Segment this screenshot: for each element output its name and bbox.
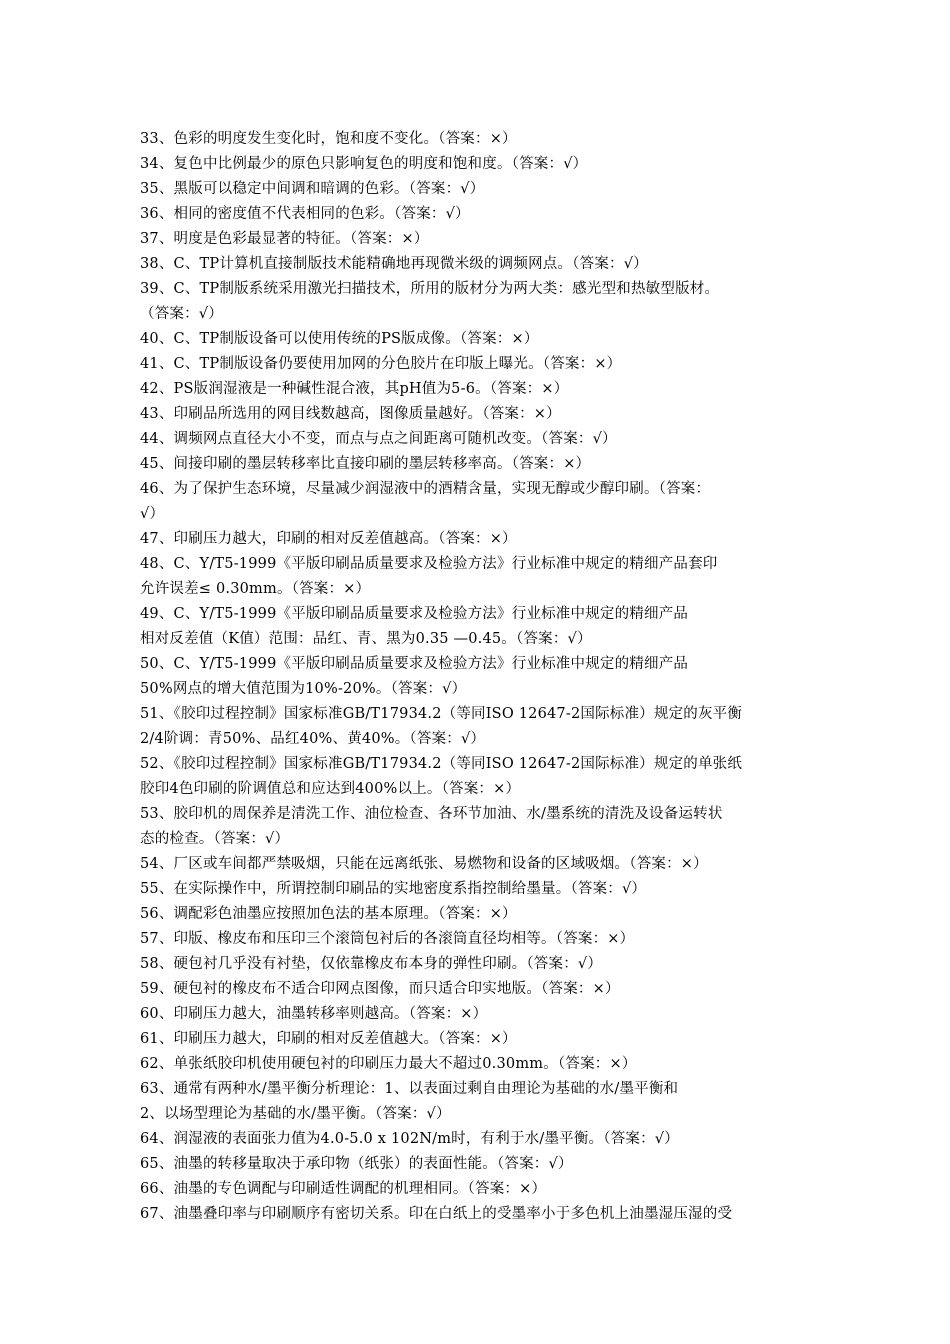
text-line: 46、为了保护生态环境，尽量减少润湿液中的酒精含量，实现无醇或少醇印刷。（答案： [140, 481, 711, 497]
text-line: 52、《胶印过程控制》国家标准GB/T17934.2（等同ISO 12647-2国际标准）规定的单张纸 [140, 756, 743, 772]
text-line: 42、PS版润湿液是一种碱性混合液，其pH值为5-6。（答案：×） [140, 381, 569, 397]
text-line: 允许误差≤ 0.30mm。（答案：×） [140, 581, 371, 597]
text-line: 相对反差值（K值）范围：品红、青、黑为0.35 —0.45。（答案：√） [140, 631, 592, 647]
question-list [140, 127, 820, 1227]
text-line: 58、硬包衬几乎没有衬垫，仅依靠橡皮布本身的弹性印刷。（答案：√） [140, 956, 603, 972]
text-line: 48、C、Y/T5-1999《平版印刷品质量要求及检验方法》行业标准中规定的精细产品套印 [140, 556, 718, 572]
text-line: 62、单张纸胶印机使用硬包衬的印刷压力最大不超过0.30mm。（答案：×） [140, 1056, 637, 1072]
text-line: 37、明度是色彩最显著的特征。（答案：×） [140, 231, 429, 247]
text-line: 53、胶印机的周保养是清洗工作、油位检查、各环节加油、水/墨系统的清洗及设备运转状 [140, 806, 723, 822]
text-line: 47、印刷压力越大，印刷的相对反差值越高。（答案：×） [140, 531, 517, 547]
text-line: 39、C、TP制版系统采用激光扫描技术，所用的版材分为两大类：感光型和热敏型版材。 [140, 281, 720, 297]
text-line: 36、相同的密度值不代表相同的色彩。（答案：√） [140, 206, 470, 222]
text-line: 65、油墨的转移量取决于承印物（纸张）的表面性能。（答案：√） [140, 1156, 573, 1172]
text-line: 2、以场型理论为基础的水/墨平衡。（答案：√） [140, 1106, 451, 1122]
text-line: 49、C、Y/T5-1999《平版印刷品质量要求及检验方法》行业标准中规定的精细产品 [140, 606, 689, 622]
text-line: 40、C、TP制版设备可以使用传统的PS版成像。（答案：×） [140, 331, 539, 347]
text-line: √） [140, 506, 165, 522]
text-line: 54、厂区或车间都严禁吸烟，只能在远离纸张、易燃物和设备的区域吸烟。（答案：×） [140, 856, 708, 872]
text-line: （答案：√） [140, 306, 223, 322]
text-line: 2/4阶调：青50%、品红40%、黄40%。（答案：√） [140, 731, 486, 747]
text-line: 45、间接印刷的墨层转移率比直接印刷的墨层转移率高。（答案：×） [140, 456, 591, 472]
text-line: 43、印刷品所选用的网目线数越高，图像质量越好。（答案：×） [140, 406, 561, 422]
text-line: 41、C、TP制版设备仍要使用加网的分色胶片在印版上曝光。（答案：×） [140, 356, 622, 372]
text-line: 67、油墨叠印率与印刷顺序有密切关系。印在白纸上的受墨率小于多色机上油墨湿压湿的受 [140, 1206, 733, 1222]
text-line: 51、《胶印过程控制》国家标准GB/T17934.2（等同ISO 12647-2国际标准）规定的灰平衡 [140, 706, 743, 722]
text-line: 60、印刷压力越大，油墨转移率则越高。（答案：×） [140, 1006, 488, 1022]
text-line: 55、在实际操作中，所谓控制印刷品的实地密度系指控制给墨量。（答案：√） [140, 881, 647, 897]
text-line: 50%网点的增大值范围为10%-20%。（答案：√） [140, 681, 467, 697]
text-line: 66、油墨的专色调配与印刷适性调配的机理相同。（答案：×） [140, 1181, 547, 1197]
text-line: 44、调频网点直径大小不变，而点与点之间距离可随机改变。（答案：√） [140, 431, 617, 447]
text-line: 61、印刷压力越大，印刷的相对反差值越大。（答案：×） [140, 1031, 517, 1047]
text-line: 57、印版、橡皮布和压印三个滚筒包衬后的各滚筒直径均相等。（答案：×） [140, 931, 635, 947]
text-line: 63、通常有两种水/墨平衡分析理论：1、以表面过剩自由理论为基础的水/墨平衡和 [140, 1081, 679, 1097]
text-line: 64、润湿液的表面张力值为4.0-5.0 x 102N/m时，有利于水/墨平衡。（答案：√） [140, 1131, 679, 1147]
text-line: 50、C、Y/T5-1999《平版印刷品质量要求及检验方法》行业标准中规定的精细产品 [140, 656, 689, 672]
text-line: 56、调配彩色油墨应按照加色法的基本原理。（答案：×） [140, 906, 517, 922]
text-line: 59、硬包衬的橡皮布不适合印网点图像，而只适合印实地版。（答案：×） [140, 981, 620, 997]
text-line: 态的检查。（答案：√） [140, 831, 290, 847]
text-line: 胶印4色印刷的阶调值总和应达到400%以上。（答案：×） [140, 781, 521, 797]
text-line: 35、黑版可以稳定中间调和暗调的色彩。（答案：√） [140, 181, 485, 197]
text-line: 33、色彩的明度发生变化时，饱和度不变化。（答案：×） [140, 131, 517, 147]
text-line: 38、C、TP计算机直接制版技术能精确地再现微米级的调频网点。（答案：√） [140, 256, 648, 272]
text-line: 34、复色中比例最少的原色只影响复色的明度和饱和度。（答案：√） [140, 156, 588, 172]
